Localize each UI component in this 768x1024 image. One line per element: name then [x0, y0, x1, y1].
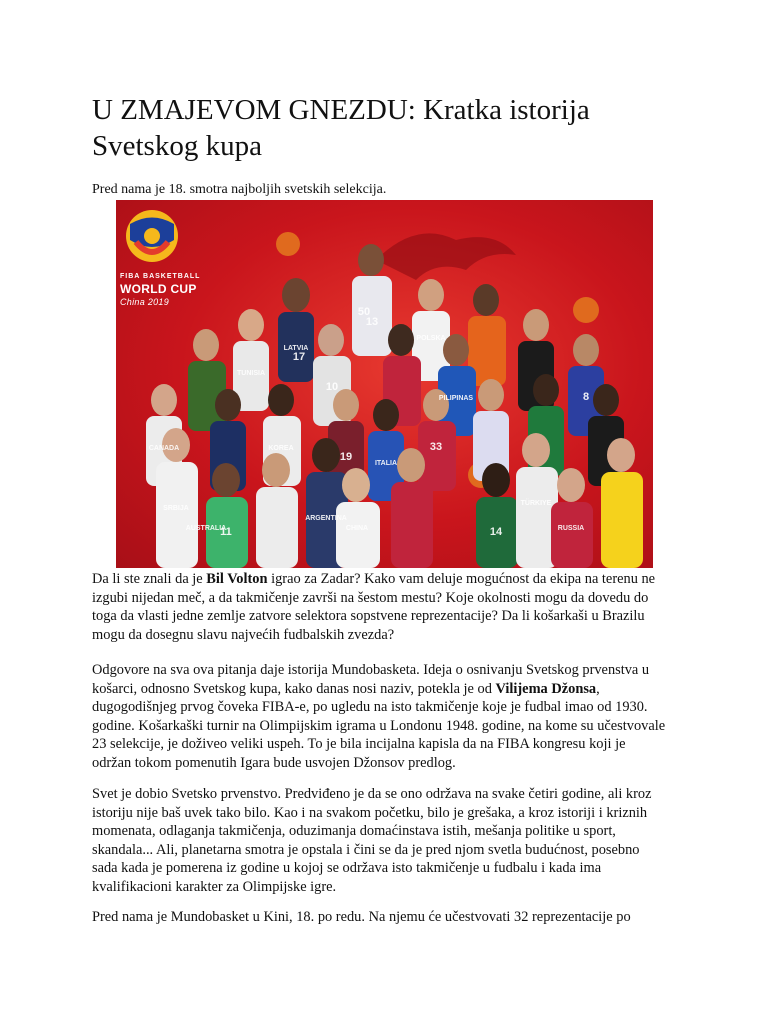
jersey-label: TUNISIA: [237, 370, 265, 377]
highlight-vilijem-dzons: Vilijema Džonsa: [495, 680, 597, 697]
location-text: China 2019: [120, 297, 170, 307]
jersey-label: CANADA: [148, 445, 180, 452]
jersey-label: PILIPINAS: [438, 395, 474, 402]
world-cup-text: WORLD CUP: [120, 282, 197, 296]
jersey-label: 19: [339, 451, 353, 463]
fiba-label: FIBA BASKETBALL: [120, 273, 201, 280]
paragraph-1-text-c: igrao za Zadar? Kako vam deluje mogućnost da ekipa na terenu ne izgubi nijedan meč, a da takmičenje završi na šestom mestu? Koje okolnosti mogu da dovedu do toga da vlasti jedne zemlje zatvore selektora sopstvene reprezentacije? Da li košarkaši u Brazilu mogu da dosegnu slavu najvećih fudbalskih zvezda?: [92, 571, 656, 643]
paragraph-2-text-c: , dugogodišnjeg prvog čoveka FIBA-e, po ugledu na isto takmičenje koje je fudbal imao od 1930. godine. Košarkaški turnir na Olimpijskim igrama u Londonu 1948. godine, na kome su učestvovale 23 selekcije, je doživeo veliki uspeh. To je bila incijalna kapisla da na FIBA kongresu koji je održan tokom pomenutih Igara bude usvojen Džonsov predlog.: [92, 680, 666, 771]
world-cup-label: [120, 270, 210, 309]
paragraph-1-text-a: Da li ste znali da je: [92, 571, 207, 587]
jersey-label: CHINA: [345, 525, 369, 532]
article-title: U ZMAJEVOM GNEZDU: Kratka istorija Svetskog kupa: [92, 94, 590, 162]
article-lead: Pred nama je 18. smotra najboljih svetskih selekcija.: [92, 182, 387, 197]
paragraph-2: [92, 661, 667, 772]
jersey-label: KOREA: [268, 445, 294, 452]
jersey-label: 33: [429, 441, 443, 453]
paragraph-2-text-a: Odgovore na sva ova pitanja daje istorija Mundobasketa. Ideja o osnivanju Svetskog prvenstva u košarci, odnosno Svetskog kupa, kako danas nosi naziv, potekla je od: [92, 662, 650, 697]
jersey-label: ITALIA: [374, 460, 398, 467]
jersey-label: ARGENTINA: [305, 515, 347, 522]
jersey-label: 14: [489, 526, 503, 538]
jersey-label: AUSTRALIA: [185, 525, 227, 532]
highlight-bil-volton: Bil Volton: [206, 571, 268, 587]
jersey-label: 10: [325, 381, 339, 393]
jersey-label: 8: [582, 391, 590, 403]
jersey-label: TÜRKIYE: [520, 500, 552, 507]
jersey-label: 13: [365, 316, 379, 328]
jersey-label: POLSKA: [416, 335, 446, 342]
paragraph-3: Svet je dobio Svetsko prvenstvo. Predviđeno je da se ono održava na svake četiri godine, ali kroz istoriju nije baš uvek tako bilo. Kao i na svakom početku, bilo je grešaka, a kroz istoriji i kriznih momenata, odlaganja takmičenja, oduzimanja domaćinstava istih, mešanja politike u sport, skandala... Ali, planetarna smotra je opstala i čini se da je pred njom svetla budućnost, posebno sada kada je pomerena iz godine u kojoj se održava isto takmičenje u fudbalu i kada ima kvalifikacioni karakter za Olimpijske igre.: [92, 786, 652, 895]
players-illustration: [116, 200, 653, 568]
jersey-label: 17: [292, 351, 306, 363]
paragraph-4: Pred nama je Mundobasket u Kini, 18. po redu. Na njemu će učestvovati 32 reprezentacije po: [92, 909, 631, 925]
paragraph-1: [92, 570, 667, 644]
jersey-label: LATVIA: [283, 345, 309, 352]
jersey-label: 50: [357, 306, 371, 318]
jersey-label: SRBIJA: [163, 505, 189, 512]
jersey-label: 11: [220, 526, 232, 538]
world-cup-poster-image: [116, 200, 653, 568]
jersey-label: RUSSIA: [557, 525, 585, 532]
